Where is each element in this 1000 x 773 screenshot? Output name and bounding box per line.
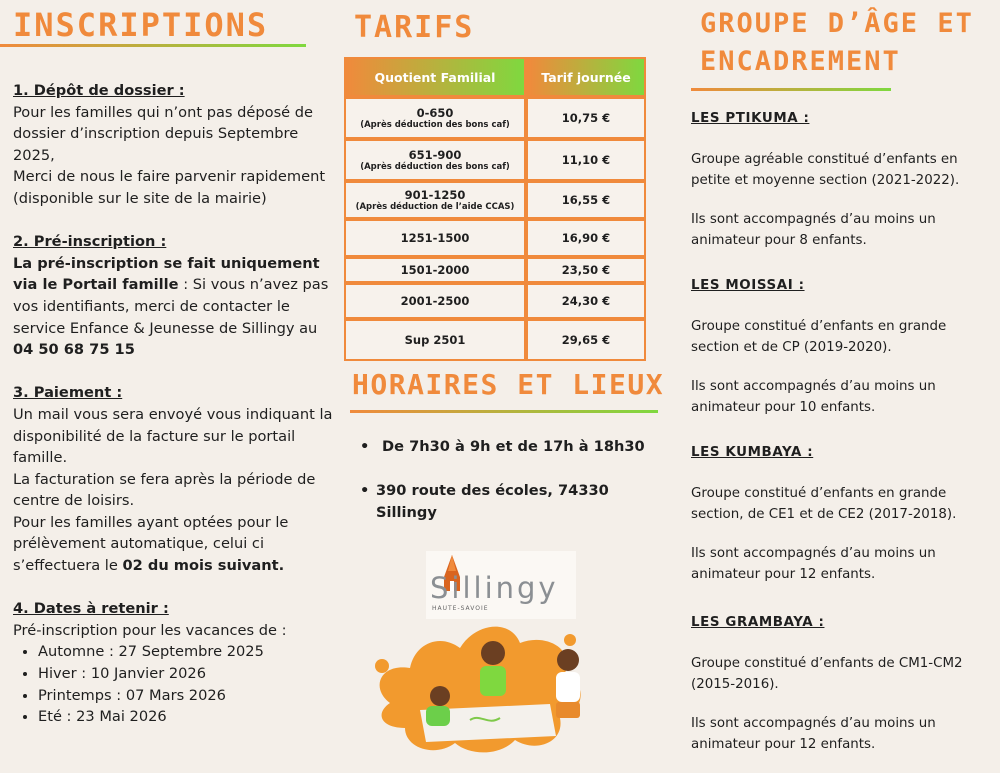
groupes-heading-line1: GROUPE D’ÂGE ET	[700, 8, 974, 39]
qf-value: 901-1250	[404, 187, 466, 202]
qf-note: (Après déduction des bons caf)	[360, 119, 510, 130]
dates-intro: Pré-inscription pour les vacances de :	[13, 621, 287, 639]
qf-cell	[344, 139, 526, 181]
qf-cell: 2001-2500	[344, 283, 526, 319]
groupes-heading-line2: ENCADREMENT	[700, 46, 901, 77]
price-cell: 24,30 €	[526, 283, 646, 319]
paint-drop	[564, 634, 576, 646]
table-row	[344, 283, 646, 319]
section-depot	[13, 80, 339, 210]
child-head	[481, 641, 505, 665]
list-item: • Printemps : 07 Mars 2026	[38, 685, 339, 707]
group-staff: Ils sont accompagnés d’au moins un animateur pour 12 enfants.	[691, 716, 936, 752]
dates-list	[13, 641, 339, 727]
price-cell: 16,55 €	[526, 181, 646, 219]
dates-title: 4. Dates à retenir :	[13, 600, 169, 618]
qf-cell: Sup 2501	[344, 319, 526, 361]
group-staff: Ils sont accompagnés d’au moins un animateur pour 10 enfants.	[691, 379, 936, 415]
pre-text-body: : Si vous n’avez pas vos identifiants, merci de contacter le service Enfance & Jeunesse de Sillingy au	[13, 276, 329, 337]
list-item: • Automne : 27 Septembre 2025	[38, 641, 339, 663]
inscriptions-heading: INSCRIPTIONS	[13, 6, 269, 44]
col-quotient-header: Quotient Familial	[344, 57, 526, 97]
paiement-text3-body: Pour les familles ayant optées pour le prélèvement automatique, celui ci s’effectuera le	[13, 513, 289, 575]
child-body	[426, 706, 450, 726]
table-row	[344, 219, 646, 257]
phone-number: 04 50 68 75 15	[13, 341, 135, 359]
group-title: LES PTIKUMA :	[691, 111, 810, 126]
group-title: LES MOISSAI :	[691, 278, 805, 293]
depot-text2: Merci de nous le faire parvenir rapidement (disponible sur le site de la mairie)	[13, 168, 326, 207]
child-head	[557, 649, 579, 671]
section-paiement	[13, 382, 339, 576]
horaires-item	[360, 436, 660, 458]
horaires-rule	[350, 410, 658, 413]
tarifs-table	[344, 57, 646, 361]
group-title: LES GRAMBAYA :	[691, 615, 825, 630]
inscriptions-rule	[0, 44, 306, 47]
bullet-icon: •	[360, 438, 370, 455]
table-row	[344, 257, 646, 283]
table-row	[344, 97, 646, 139]
pre-bold: La pré-inscription se fait uniquement via le Portail famille	[13, 254, 320, 294]
paint-drop	[375, 659, 389, 673]
child-head	[430, 686, 450, 706]
qf-cell	[344, 181, 526, 219]
logo-region: HAUTE-SAVOIE	[432, 605, 489, 612]
price-cell: 11,10 €	[526, 139, 646, 181]
qf-cell	[344, 97, 526, 139]
section-pre-inscription	[13, 231, 339, 361]
bullet-icon: •	[360, 482, 370, 499]
group-description: Groupe constitué d’enfants de CM1-CM2 (2015-2016).	[691, 656, 963, 692]
depot-text: Pour les familles qui n’ont pas déposé de dossier d’inscription depuis Septembre 2025,	[13, 103, 314, 164]
pre-title: 2. Pré-inscription :	[13, 233, 167, 251]
table-row	[344, 139, 646, 181]
price-cell: 10,75 €	[526, 97, 646, 139]
price-cell: 23,50 €	[526, 257, 646, 283]
group-description: Groupe agréable constitué d’enfants en petite et moyenne section (2021-2022).	[691, 152, 960, 188]
qf-value: 651-900	[408, 147, 462, 162]
child-body	[556, 672, 580, 702]
horaires-text: 390 route des écoles, 74330 Sillingy	[376, 482, 609, 521]
logo-text: Sillingy	[430, 571, 559, 605]
children-illustration	[360, 608, 590, 758]
inscriptions-content	[13, 80, 339, 749]
list-item: • Eté : 23 Mai 2026	[38, 706, 339, 728]
table-header-row	[344, 57, 646, 97]
groupes-rule	[691, 88, 891, 91]
qf-cell: 1251-1500	[344, 219, 526, 257]
price-cell: 29,65 €	[526, 319, 646, 361]
pre-text	[13, 253, 339, 361]
table-row	[344, 181, 646, 219]
child-body	[480, 666, 506, 696]
qf-cell: 1501-2000	[344, 257, 526, 283]
paiement-text3	[13, 512, 339, 577]
qf-note: (Après déduction de l’aide CCAS)	[355, 201, 515, 212]
paiement-text1: Un mail vous sera envoyé vous indiquant la disponibilité de la facture sur le portail famille.	[13, 405, 333, 467]
table-row	[344, 319, 646, 361]
group-description: Groupe constitué d’enfants en grande section, de CE1 et de CE2 (2017-2018).	[691, 486, 957, 522]
qf-value: 0-650	[416, 105, 454, 120]
paiement-date: 02 du mois suivant.	[122, 557, 285, 575]
col-tarif-header: Tarif journée	[526, 57, 646, 97]
tarifs-heading: TARIFS	[354, 10, 475, 45]
paiement-text2: La facturation se fera après la période de centre de loisirs.	[13, 470, 316, 510]
horaires-heading: HORAIRES ET LIEUX	[352, 368, 665, 401]
qf-note: (Après déduction des bons caf)	[360, 161, 510, 172]
depot-title: 1. Dépôt de dossier :	[13, 82, 185, 99]
horaires-text: De 7h30 à 9h et de 17h à 18h30	[382, 438, 645, 455]
paiement-title: 3. Paiement :	[13, 384, 123, 402]
group-staff: Ils sont accompagnés d’au moins un animateur pour 8 enfants.	[691, 212, 936, 248]
price-cell: 16,90 €	[526, 219, 646, 257]
group-description: Groupe constitué d’enfants en grande section et de CP (2019-2020).	[691, 319, 947, 355]
list-item: • Hiver : 10 Janvier 2026	[38, 663, 339, 685]
section-dates	[13, 598, 339, 728]
group-staff: Ils sont accompagnés d’au moins un animateur pour 12 enfants.	[691, 546, 936, 582]
child-shorts	[556, 702, 580, 718]
horaires-item	[360, 480, 660, 523]
group-title: LES KUMBAYA :	[691, 445, 814, 460]
